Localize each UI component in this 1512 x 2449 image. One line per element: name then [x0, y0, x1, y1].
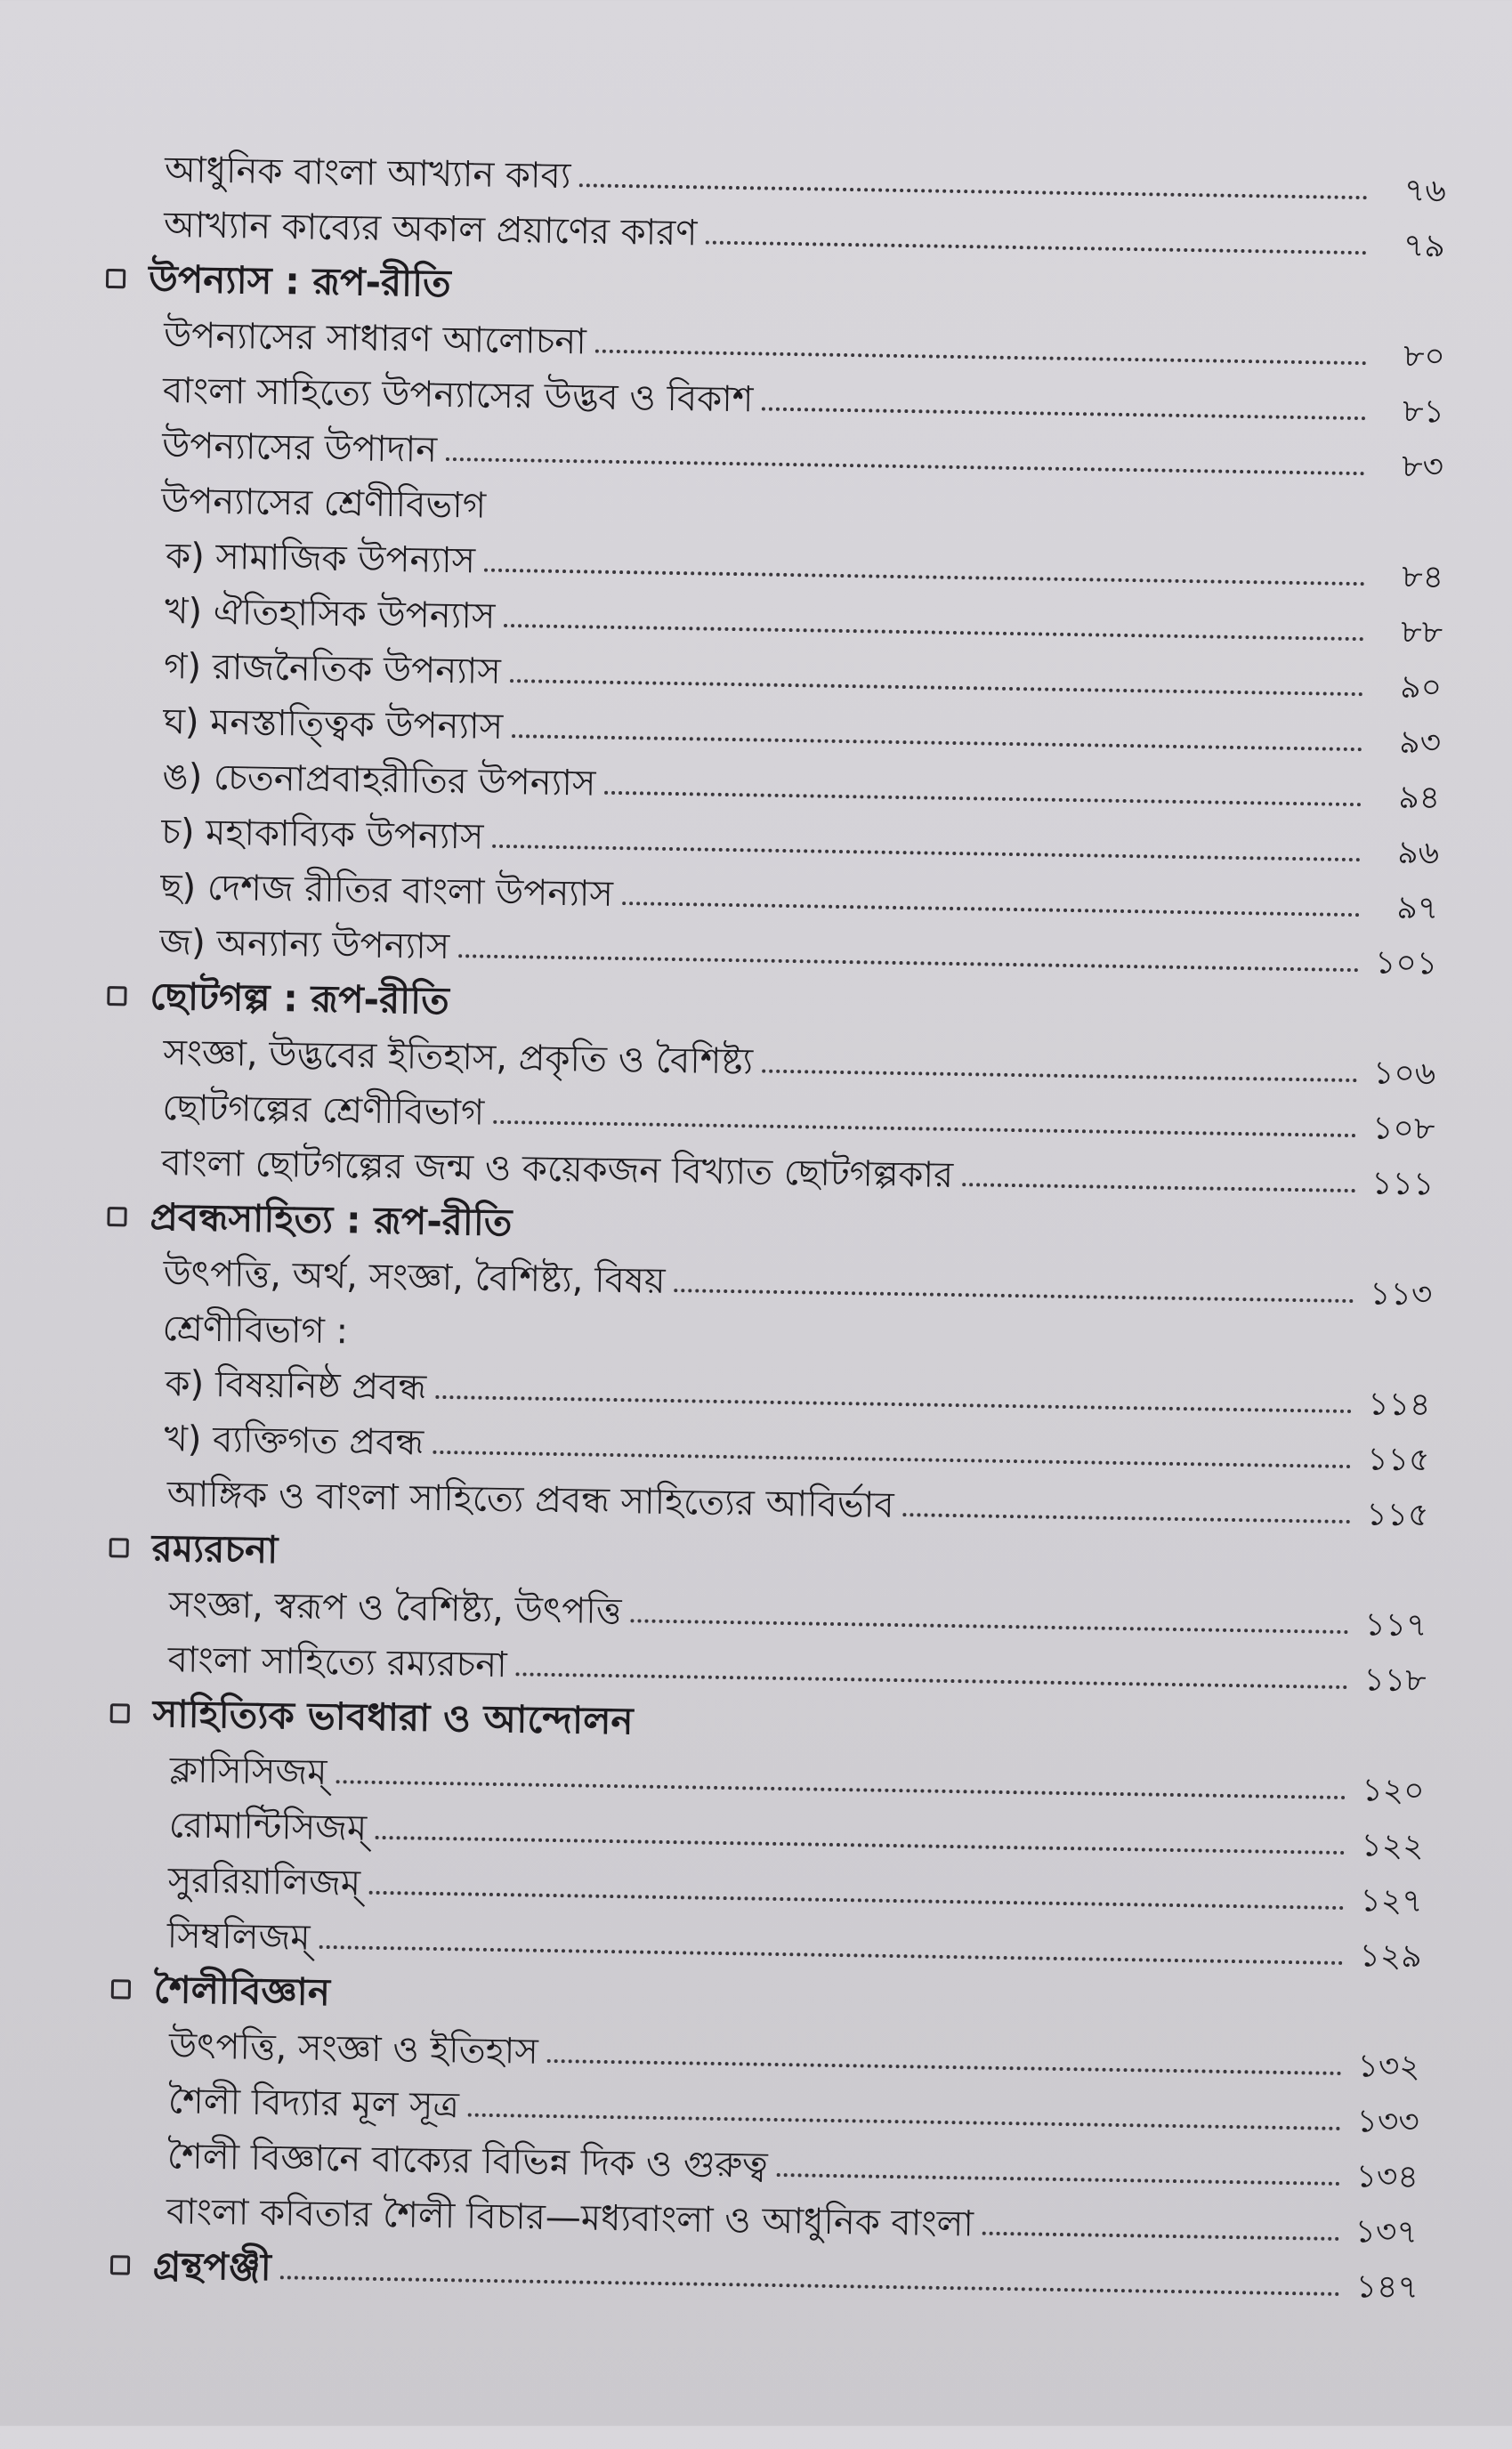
dot-leader — [595, 350, 1367, 366]
page-number: ৯৩ — [1398, 723, 1442, 762]
entry-title: বাংলা ছোটগল্পের জন্ম ও কয়েকজন বিখ্যাত ছোটগল্পকার — [161, 1143, 954, 1196]
page-number: ১৩৪ — [1355, 2158, 1419, 2196]
page-number: ৭৯ — [1403, 227, 1446, 265]
entry-title: উপন্যাসের উপাদান — [161, 424, 438, 471]
page-number: ১৩৭ — [1354, 2213, 1419, 2251]
entry-title: ঙ) চেতনাপ্রবাহরীতির উপন্যাস — [161, 756, 596, 804]
heading-title: ছোটগল্প : রূপ-রীতি — [150, 974, 450, 1023]
dot-leader — [762, 1070, 1357, 1083]
entry-title: গ) রাজনৈতিক উপন্যাস — [163, 645, 502, 692]
page-number: ৮১ — [1402, 392, 1445, 431]
heading-title: সাহিত্যিক ভাবধারা ও আন্দোলন — [152, 1691, 634, 1743]
entry-title: জ) অন্যান্য উপন্যাস — [159, 921, 450, 968]
entry-title: সংজ্ঞা, স্বরূপ ও বৈশিষ্ট্য, উৎপত্তি — [168, 1584, 622, 1633]
page-number: ৮০ — [1403, 337, 1446, 376]
heading-title: রম্যরচনা — [151, 1525, 279, 1572]
entry-title: বাংলা কবিতার শৈলী বিচার—মধ্যবাংলা ও আধুনিক বাংলা — [166, 2191, 974, 2245]
page-number: ১০১ — [1374, 944, 1438, 982]
entry-title: আধুনিক বাংলা আখ্যান কাব্য — [164, 149, 571, 198]
page-number: ১৪৭ — [1355, 2268, 1419, 2307]
entry-title: বাংলা সাহিত্যে উপন্যাসের উদ্ভব ও বিকাশ — [162, 369, 754, 421]
dot-leader — [604, 791, 1362, 806]
page-number: ৮৩ — [1401, 448, 1444, 486]
page-number: ১১৭ — [1364, 1606, 1427, 1645]
heading-title: প্রবন্ধসাহিত্য : রূপ-রীতি — [150, 1194, 513, 1245]
dot-leader — [674, 1289, 1354, 1303]
dot-leader — [776, 2173, 1339, 2186]
page-number: ৯৪ — [1398, 779, 1441, 817]
entry-title: ছ) দেশজ রীতির বাংলা উপন্যাস — [160, 866, 614, 915]
page-number: ৯০ — [1399, 668, 1443, 707]
entry-title: ক) সামাজিক উপন্যাস — [165, 536, 476, 582]
entry-title: শ্রেণীবিভাগ : — [162, 1308, 349, 1353]
dot-leader — [706, 240, 1367, 255]
entry-title: সংজ্ঞা, উদ্ভবের ইতিহাস, প্রকৃতি ও বৈশিষ্ট্য — [163, 1032, 754, 1083]
dot-leader — [902, 1513, 1350, 1524]
dot-leader — [982, 2232, 1339, 2241]
checkbox-bullet-icon — [107, 986, 126, 1006]
entry-title: বাংলা সাহিত্যে রম্যরচনা — [167, 1639, 508, 1686]
entry-title: আখ্যান কাব্যের অকাল প্রয়াণের কারণ — [163, 204, 698, 255]
entry-title: উপন্যাসের সাধারণ আলোচনা — [163, 314, 587, 363]
page-number: ১১১ — [1371, 1165, 1435, 1203]
entry-title: ক্লাসিসিজম্ — [169, 1750, 327, 1794]
entry-title: খ) ঐতিহাসিক উপন্যাস — [164, 590, 496, 637]
dot-leader — [962, 1183, 1355, 1192]
entry-title: ছোটগল্পের শ্রেণীবিভাগ — [162, 1087, 485, 1134]
entry-title: ক) বিষয়নিষ্ঠ প্রবন্ধ — [165, 1363, 427, 1409]
page-number: ১২৭ — [1360, 1882, 1423, 1920]
dot-leader — [622, 901, 1360, 917]
checkbox-bullet-icon — [111, 1979, 131, 1999]
heading-title: শৈলীবিজ্ঞান — [153, 1967, 331, 2015]
dot-leader — [279, 2275, 1339, 2296]
checkbox-bullet-icon — [107, 1207, 126, 1226]
page-number: ১০৬ — [1372, 1055, 1436, 1093]
heading-title: উপন্যাস : রূপ-রীতি — [148, 256, 452, 305]
entry-title: সিম্বলিজম্ — [166, 1915, 311, 1959]
page-number: ১২০ — [1362, 1772, 1425, 1810]
entry-title: সুররিয়ালিজম্ — [167, 1860, 361, 1904]
entry-title: রোমান্টিসিজম্ — [168, 1805, 368, 1849]
page-number: ৮৮ — [1400, 613, 1443, 651]
page-number: ১১৮ — [1363, 1661, 1427, 1700]
dot-leader — [630, 1619, 1348, 1634]
page-number: ১৩২ — [1357, 2048, 1421, 2086]
page-number: ১২২ — [1361, 1827, 1424, 1865]
entry-title: উৎপত্তি, অর্থ, সংজ্ঞা, বৈশিষ্ট্য, বিষয় — [163, 1253, 666, 1302]
page-number: ১৩৩ — [1356, 2103, 1420, 2141]
heading-title: গ্রন্থপঞ্জী — [152, 2243, 272, 2290]
checkbox-bullet-icon — [109, 1538, 129, 1557]
entry-title: শৈলী বিজ্ঞানে বাক্যের বিভিন্ন দিক ও গুরুত্ব — [166, 2136, 768, 2186]
page-number: ৯৬ — [1397, 834, 1440, 872]
entry-title: উৎপত্তি, সংজ্ঞা ও ইতিহাস — [168, 2025, 539, 2073]
checkbox-bullet-icon — [110, 1703, 130, 1723]
entry-title: চ) মহাকাব্যিক উপন্যাস — [160, 811, 484, 858]
entry-title: খ) ব্যক্তিগত প্রবন্ধ — [164, 1418, 424, 1464]
entry-title: আঙ্গিক ও বাংলা সাহিত্যে প্রবন্ধ সাহিত্যের আবির্ভাব — [166, 1474, 894, 1526]
page-number: ৮৪ — [1401, 558, 1444, 596]
dot-leader — [762, 408, 1366, 421]
checkbox-bullet-icon — [106, 269, 125, 288]
entry-title: উপন্যাসের শ্রেণীবিভাগ — [160, 480, 487, 527]
page-number: ৯৭ — [1396, 889, 1439, 927]
page-number: ১১৫ — [1367, 1441, 1430, 1479]
page-number: ১২৯ — [1359, 1937, 1422, 1976]
page-number: ১০৮ — [1371, 1110, 1435, 1148]
entry-title: শৈলী বিদ্যার মূল সূত্র — [167, 2081, 460, 2127]
entry-title: ঘ) মনস্তাত্ত্বিক উপন্যাস — [162, 700, 504, 748]
page-number: ১১৪ — [1367, 1386, 1431, 1424]
page-number: ১১৫ — [1366, 1496, 1429, 1534]
page-number: ১১৩ — [1369, 1275, 1433, 1313]
page-number: ৭৬ — [1403, 172, 1447, 210]
checkbox-bullet-icon — [110, 2255, 130, 2275]
